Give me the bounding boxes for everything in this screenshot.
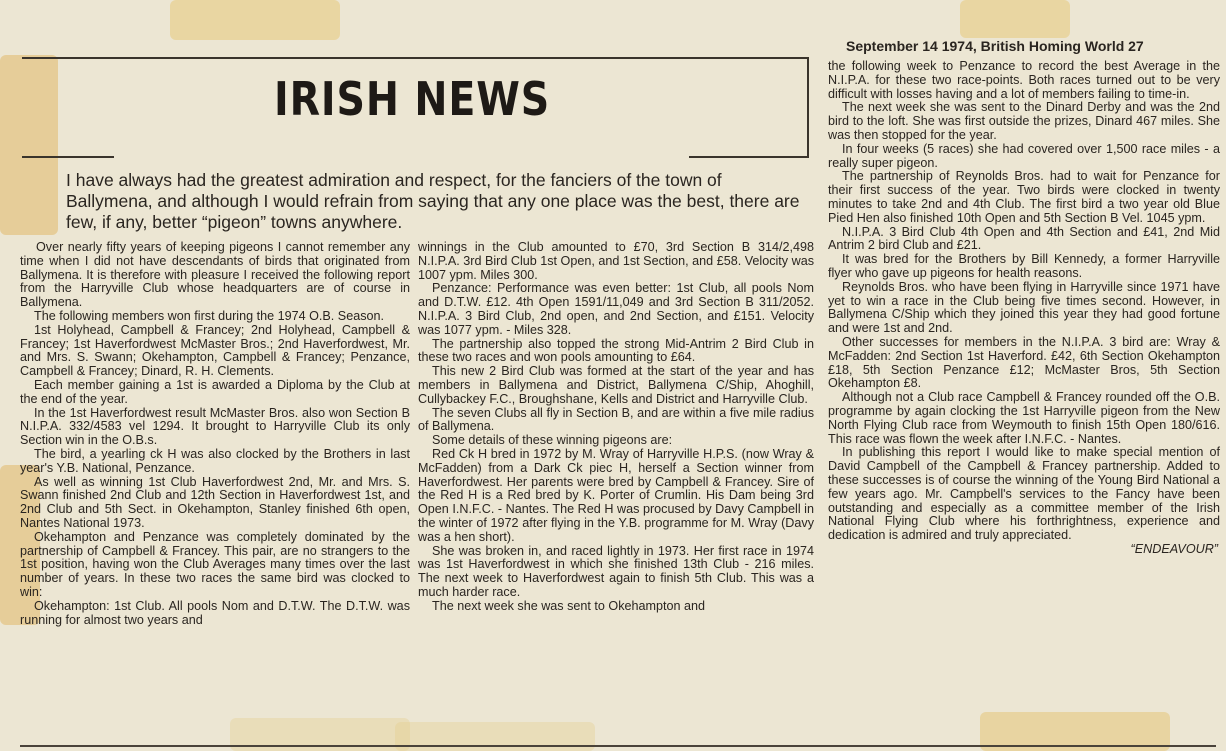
article-column-1 [20, 241, 410, 627]
paragraph: Okehampton and Penzance was completely dominated by the partnership of Campbell & Francey. This pair, are no strangers to the 1st position, having won the Club Averages many times over the last number of years. In these two races the same bird was clocked to win: [20, 529, 410, 599]
bottom-rule [20, 745, 1216, 747]
paragraph: The bird, a yearling ck H was also clocked by the Brothers in last year's Y.B. National, Penzance. [20, 446, 410, 475]
paragraph: In publishing this report I would like to make special mention of David Campbell of the Campbell & Francey partnership. Added to these successes is of course the winning of the Young Bird National a few years ago. Mr. Campbell's services to the Fancy have been outstanding and especially as a committee member of the Irish National Flying Club where his forthrightness, experience and dedication is admired and truly appreciated. [828, 445, 1220, 543]
paragraph: The next week she was sent to Okehampton and [432, 598, 706, 613]
paragraph: This new 2 Bird Club was formed at the start of the year and has members in Ballymena and District, Ballymena C/Ship, Ahoghill, Cullybackey F.C., Broughshane, Kells and District and Harryville Club. [418, 364, 814, 406]
paragraph: The seven Clubs all fly in Section B, and are within a five mile radius of Ballymena. [418, 405, 814, 434]
paragraph: As well as winning 1st Club Haverfordwest 2nd, Mr. and Mrs. S. Swann finished 2nd Club and 12th Section in Haverfordwest 1st, and 2nd Club and 5th Sect. in Okehampton, Stanley finished 6th open, Nantes National 1973. [20, 474, 410, 530]
intro-paragraph: I have always had the greatest admiration and respect, for the fanciers of the town of Ballymena, and although I would refrain from saying that any one place was the best, there are few, if any, better “pigeon” towns anywhere. [66, 170, 800, 232]
paragraph: N.I.P.A. 3 Bird Club 4th Open and 4th Section and £41, 2nd Mid Antrim 2 bird Club and £21. [828, 224, 1220, 253]
paragraph: the following week to Penzance to record the best Average in the N.I.P.A. for these two race-points. Both races turned out to be very difficult with losses having and a lot of members failing to time-in. [828, 59, 1220, 101]
article-column-3 [828, 60, 1220, 557]
paragraph: She was broken in, and raced lightly in 1973. Her first race in 1974 was 1st Haverfordwest in which she finished 13th Club - 216 miles. The next week to Haverfordwest again to finish 5th Club. This was a much harder race. [418, 543, 814, 599]
article-column-2 [418, 241, 814, 614]
paragraph: Red Ck H bred in 1972 by M. Wray of Harryville H.P.S. (now Wray & McFadden) from a Dark Ck piec H, herself a Section winner from Haverfordwest. Her parents were bred by Campbell & Francey. Sire of the Red H is a Red bred by K. Porter of Crumlin. His Dam being 3rd Open I.N.F.C. - Nantes. The Red H was procused by Davy Campbell in the winter of 1972 after flying in the Y.B. programme for M. Wray (Davy was a hen short). [418, 446, 814, 544]
paragraph: winnings in the Club amounted to £70, 3rd Section B 314/2,498 N.I.P.A. 3rd Bird Club 1st Open, and 1st Section, and £58. Velocity was 1007 ypm. Miles 300. [418, 240, 814, 282]
paper-stain [170, 0, 340, 40]
paragraph: Reynolds Bros. who have been flying in Harryville since 1971 have yet to win a race in the Club being five times second. However, in Ballymena C/Ship which they joined this year they had good fortune and were 1st and 2nd. [828, 279, 1220, 336]
paragraph: The partnership also topped the strong Mid-Antrim 2 Bird Club in these two races and won pools amounting to £64. [418, 336, 814, 365]
page-title: IRISH NEWS [274, 72, 551, 126]
paragraph: Each member gaining a 1st is awarded a Diploma by the Club at the end of the year. [20, 377, 410, 406]
paragraph: Okehampton: 1st Club. All pools Nom and D.T.W. The D.T.W. was running for almost two years and [20, 598, 410, 627]
paragraph: In the 1st Haverfordwest result McMaster Bros. also won Section B N.I.P.A. 332/4583 vel 1294. It brought to Harryville Club its only Section win in the O.B.s. [20, 405, 410, 448]
paragraph: Over nearly fifty years of keeping pigeons I cannot remember any time when I did not have descendants of birds that originated from Ballymena. It is therefore with pleasure I received the following report from the Harryville Club whose headquarters are of course in Ballymena. [20, 240, 410, 310]
paragraph: The partnership of Reynolds Bros. had to wait for Penzance for their first success of the year. Two birds were clocked in twenty minutes to take 2nd and 4th Club. The first bird a two year old Blue Pied Hen also finished 10th Open and 5th Section B Vel. 1045 ypm. [828, 169, 1220, 225]
paragraph: It was bred for the Brothers by Bill Kennedy, a former Harryville flyer who gave up pigeons for health reasons. [828, 252, 1220, 280]
paragraph: Penzance: Performance was even better: 1st Club, all pools Nom and D.T.W. £12. 4th Open 1591/11,049 and 3rd Section B 311/2052. N.I.P.A. 3 Bird Club, 2nd open, and 2nd Section, and £151. Velocity was 1077 ypm. - Miles 328. [418, 281, 814, 337]
paper-stain [960, 0, 1070, 38]
dateline: September 14 1974, British Homing World 27 [846, 38, 1144, 54]
paragraph: The following members won first during the 1974 O.B. Season. [34, 308, 385, 323]
paragraph: In four weeks (5 races) she had covered over 1,500 race miles - a really super pigeon. [828, 141, 1220, 170]
paragraph: Although not a Club race Campbell & Francey rounded off the O.B. programme by again clocking the 1st Harryville pigeon from the New North Flying Club race from Weymouth to finish 15th Open 180/616. This race was flown the week after I.N.F.C. - Nantes. [828, 390, 1220, 446]
author-signature: “ENDEAVOUR” [1130, 541, 1218, 556]
paragraph: Other successes for members in the N.I.P.A. 3 bird are: Wray & McFadden: 2nd Section 1st Haverford. £42, 6th Section Okehampton £18, 5th Section Penzance £12; McMaster Bros, 5th Section Okehampton £8. [828, 334, 1220, 391]
paragraph: The next week she was sent to the Dinard Derby and was the 2nd bird to the loft. She was first outside the prizes, Dinard 467 miles. She was then stopped for the year. [828, 100, 1220, 142]
paragraph: 1st Holyhead, Campbell & Francey; 2nd Holyhead, Campbell & Francey; 1st Haverfordwest McMaster Bros.; 2nd Haverfordwest, Mr. and Mrs. S. Swann; Okehampton, Campbell & Francey; Penzance, Campbell & Francey; Dinard, R. H. Clements. [20, 322, 410, 379]
paragraph: Some details of these winning pigeons are: [432, 433, 673, 448]
